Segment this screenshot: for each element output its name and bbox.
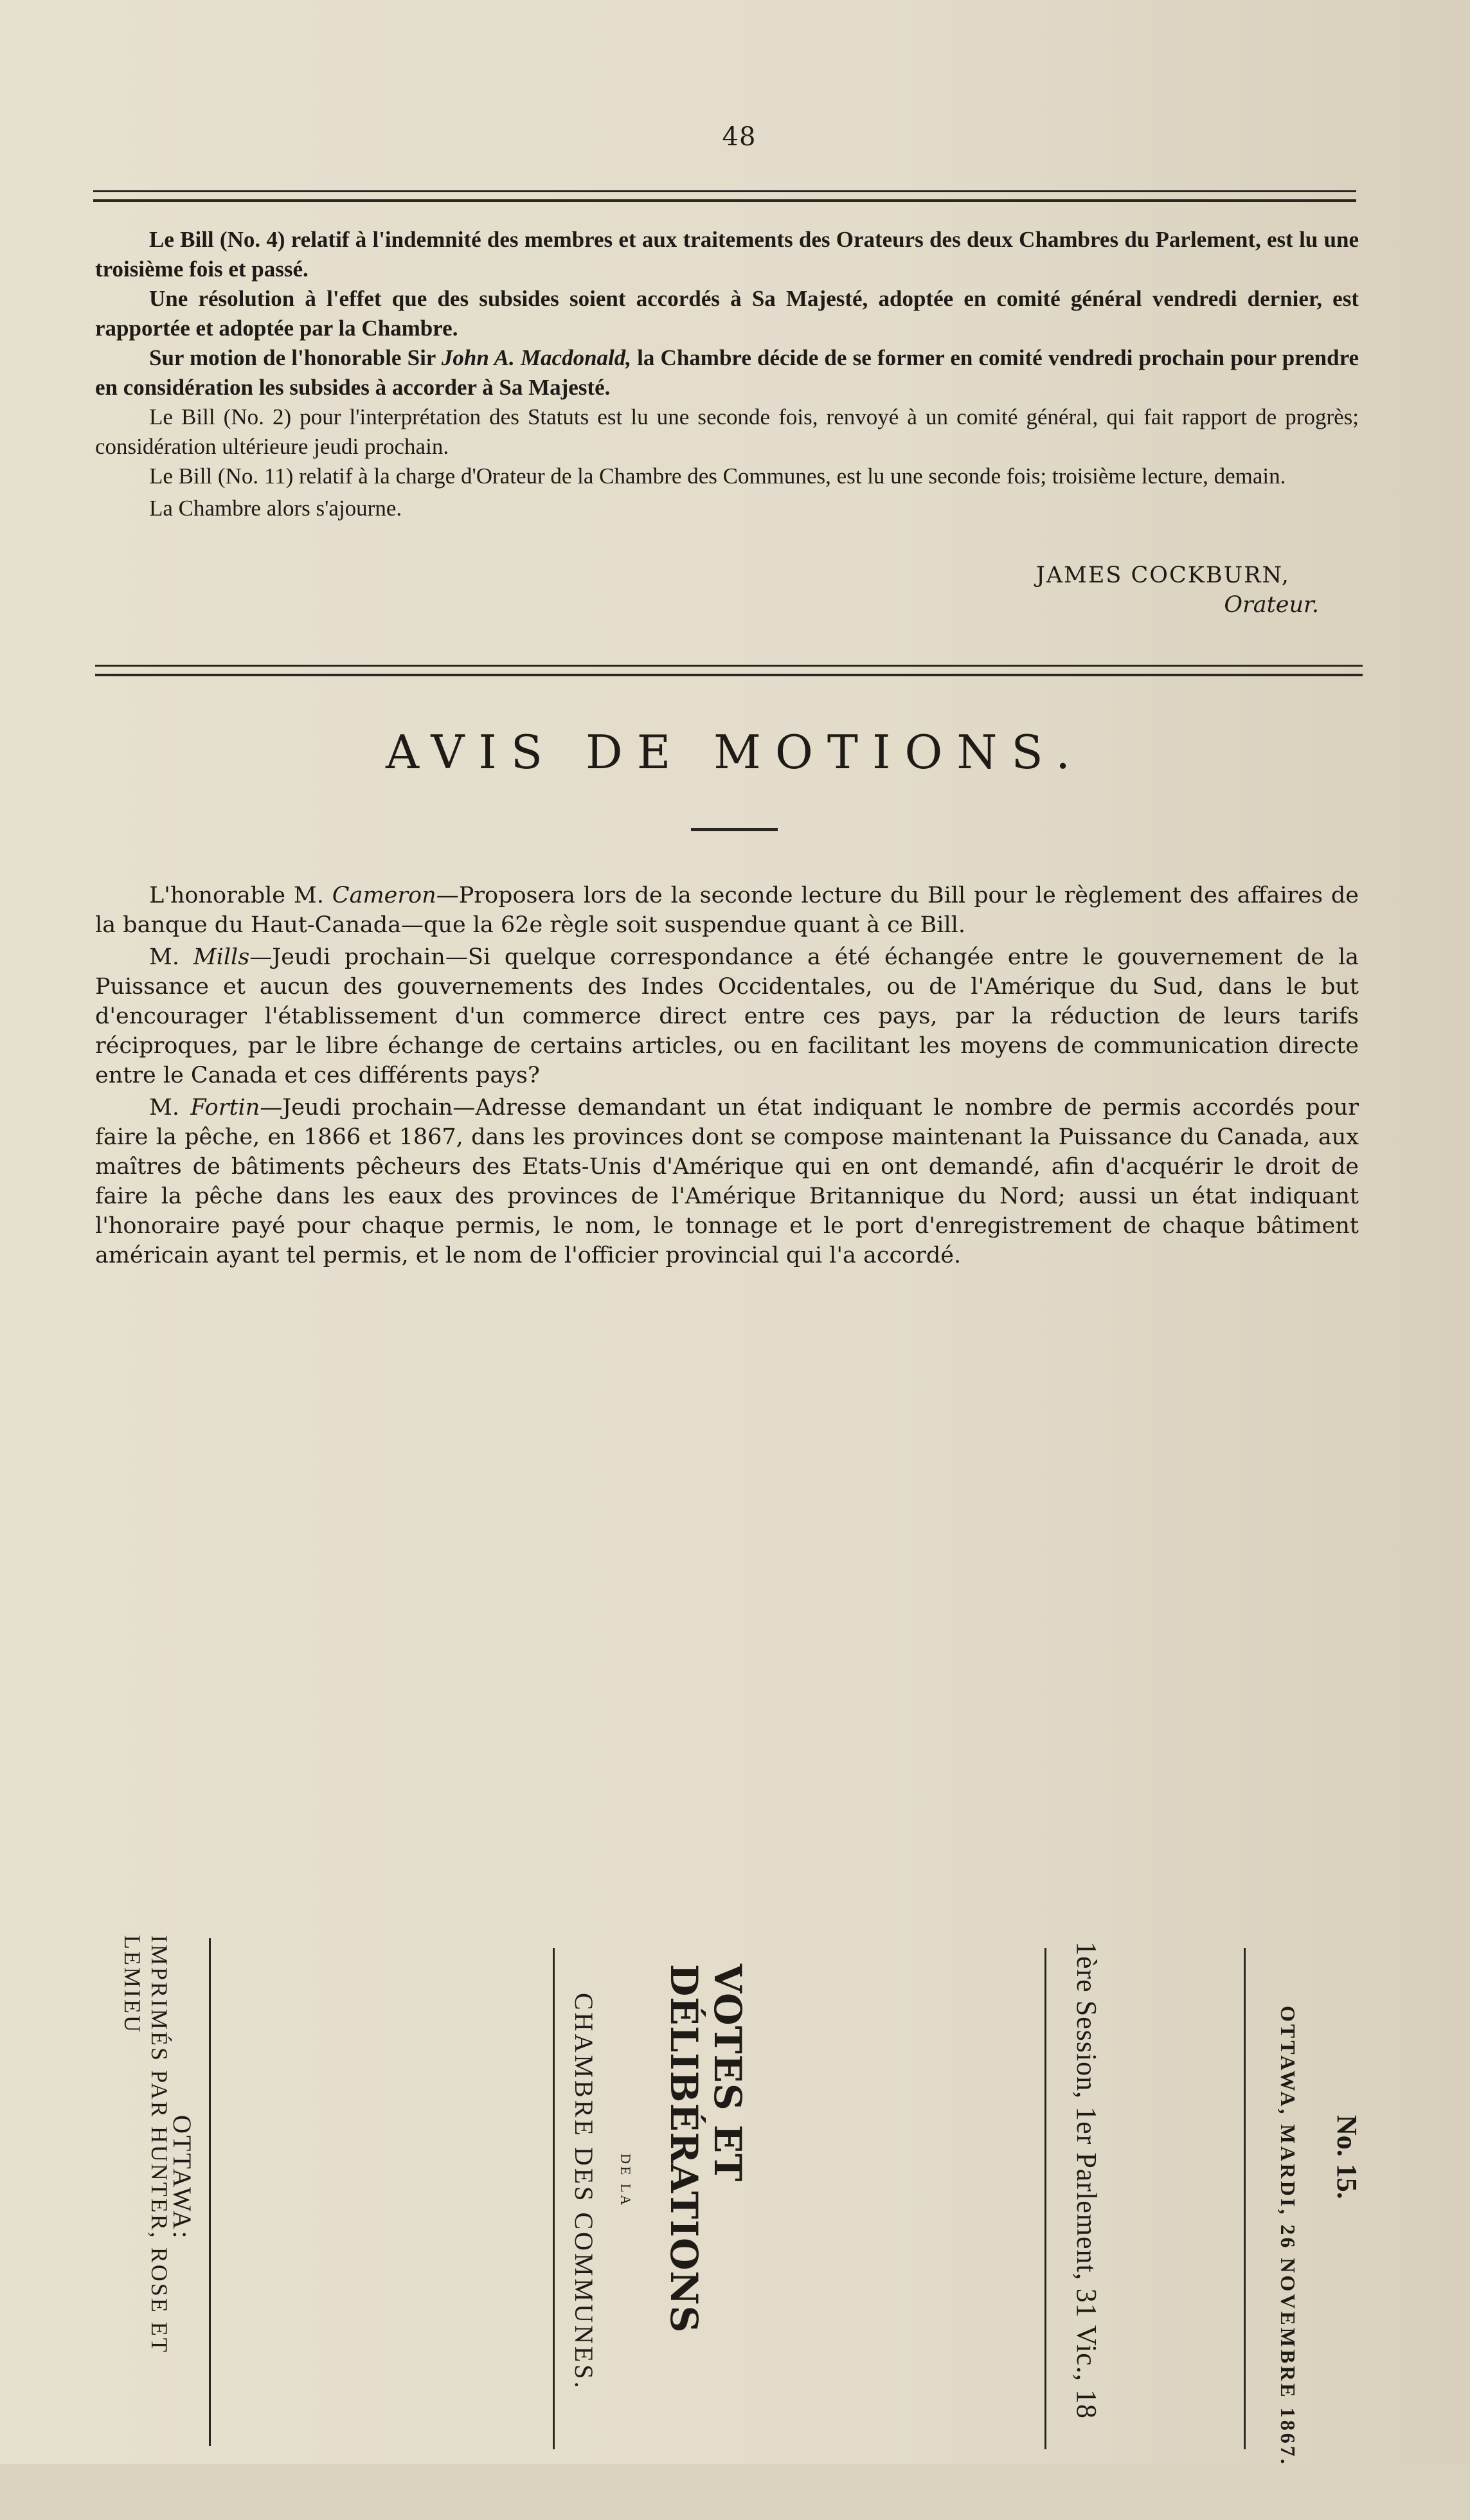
footer-divider (553, 1948, 555, 2449)
minute-paragraph: Le Bill (No. 11) relatif à la charge d'Orateur de la Chambre des Communes, est lu une seconde fois; troisième lecture, demain. (149, 464, 1286, 489)
footer-imprint: IMPRIMÉS PAR HUNTER, ROSE ET LEMIEU (120, 1935, 172, 2354)
minute-paragraph (95, 343, 1359, 402)
footer-divider (209, 1938, 211, 2446)
notice-paragraph (95, 881, 1359, 940)
heading-dash (691, 828, 778, 831)
footer-chamber: CHAMBRE DES COMMUNES. (569, 1993, 598, 2391)
minute-paragraph: Une résolution à l'effet que des subsides soient accordés à Sa Majesté, adoptée en comité général vendredi dernier, est rapportée et adoptée par la Chambre. (95, 286, 1359, 341)
notices-section (95, 881, 1359, 1273)
footer-divider (1044, 1948, 1046, 2449)
notice-member: Mills (193, 944, 250, 970)
notice-member: Fortin (190, 1095, 260, 1120)
minute-text: la Chambre décide de se former en comité vendredi prochain pour prendre en considération les subsides à accorder à Sa Majesté. (95, 345, 1359, 400)
notice-text: M. (149, 944, 193, 970)
notice-text: —Jeudi prochain—Adresse demandant un état indiquant le nombre de permis accordés pour faire la pêche, en 1866 et 1867, dans les provinces dont se compose maintenant la Puissance du Canada, aux maîtres de bâtiments pêcheurs des Etats-Unis d'Amérique qui en ont demandé, afin d'acquérir le droit de faire la pêche dans les eaux des provinces de l'Amérique Britannique du Nord; aussi un état indiquant l'honoraire payé pour chaque permis, le nom, le tonnage et le port d'enregistrement de chaque bâtiment américain ayant tel permis, et le nom de l'officier provincial qui l'a accordé. (95, 1095, 1359, 1268)
footer-de-la: DE LA (618, 2154, 634, 2208)
footer-divider (1244, 1948, 1246, 2449)
footer-number: No. 15. (1331, 2115, 1363, 2199)
notice-paragraph (95, 942, 1359, 1090)
minute-paragraph: Le Bill (No. 4) relatif à l'indemnité des membres et aux traitements des Orateurs des deux Chambres du Parlement, est lu une troisième fois et passé. (95, 227, 1359, 282)
minute-name: John A. Macdonald, (441, 345, 632, 370)
speaker-name: JAMES COCKBURN, (1035, 562, 1290, 588)
notice-text: M. (149, 1095, 191, 1120)
footer-city: OTTAWA: (168, 2115, 197, 2240)
footer-session: 1ère Session, 1er Parlement, 31 Vic., 18 (1071, 1941, 1102, 2419)
speaker-title: Orateur. (1224, 592, 1319, 618)
page-number: 48 (722, 122, 757, 152)
signature-block (1036, 561, 1319, 620)
footer-title: VOTES ET DÉLIBÉRATIONS (662, 1964, 749, 2334)
minutes-section (95, 225, 1359, 523)
footer-date: OTTAWA, MARDI, 26 NOVEMBRE 1867. (1277, 2006, 1300, 2467)
notice-paragraph (95, 1093, 1359, 1270)
notice-text: —Jeudi prochain—Si quelque correspondance a été échangée entre le gouvernement de la Puissance et aucun des gouvernements des Indes Occidentales, ou de l'Amérique du Sud, dans le but d'encourager l'établissement d'un commerce direct entre ces pays, par la réduction de leurs tarifs réciproques, par le libre échange de certains articles, ou en facilitant les moyens de communication directe entre le Canada et ces différents pays? (95, 944, 1359, 1088)
notice-member: Cameron (332, 883, 436, 908)
section-rule (95, 665, 1363, 676)
minute-paragraph: Le Bill (No. 2) pour l'interprétation des Statuts est lu une seconde fois, renvoyé à un comité général, qui fait rapport de progrès; considération ultérieure jeudi prochain. (95, 404, 1359, 459)
minute-text: Sur motion de l'honorable Sir (149, 345, 442, 370)
notice-text: —Proposera lors de la seconde lecture du Bill pour le règlement des affaires de la banque du Haut-Canada—que la 62e règle soit suspendue quant à ce Bill. (95, 883, 1359, 938)
notice-text: L'honorable M. (149, 883, 332, 908)
top-rule (93, 190, 1356, 202)
minute-paragraph: La Chambre alors s'ajourne. (149, 496, 402, 521)
section-heading: AVIS DE MOTIONS. (385, 725, 1085, 779)
